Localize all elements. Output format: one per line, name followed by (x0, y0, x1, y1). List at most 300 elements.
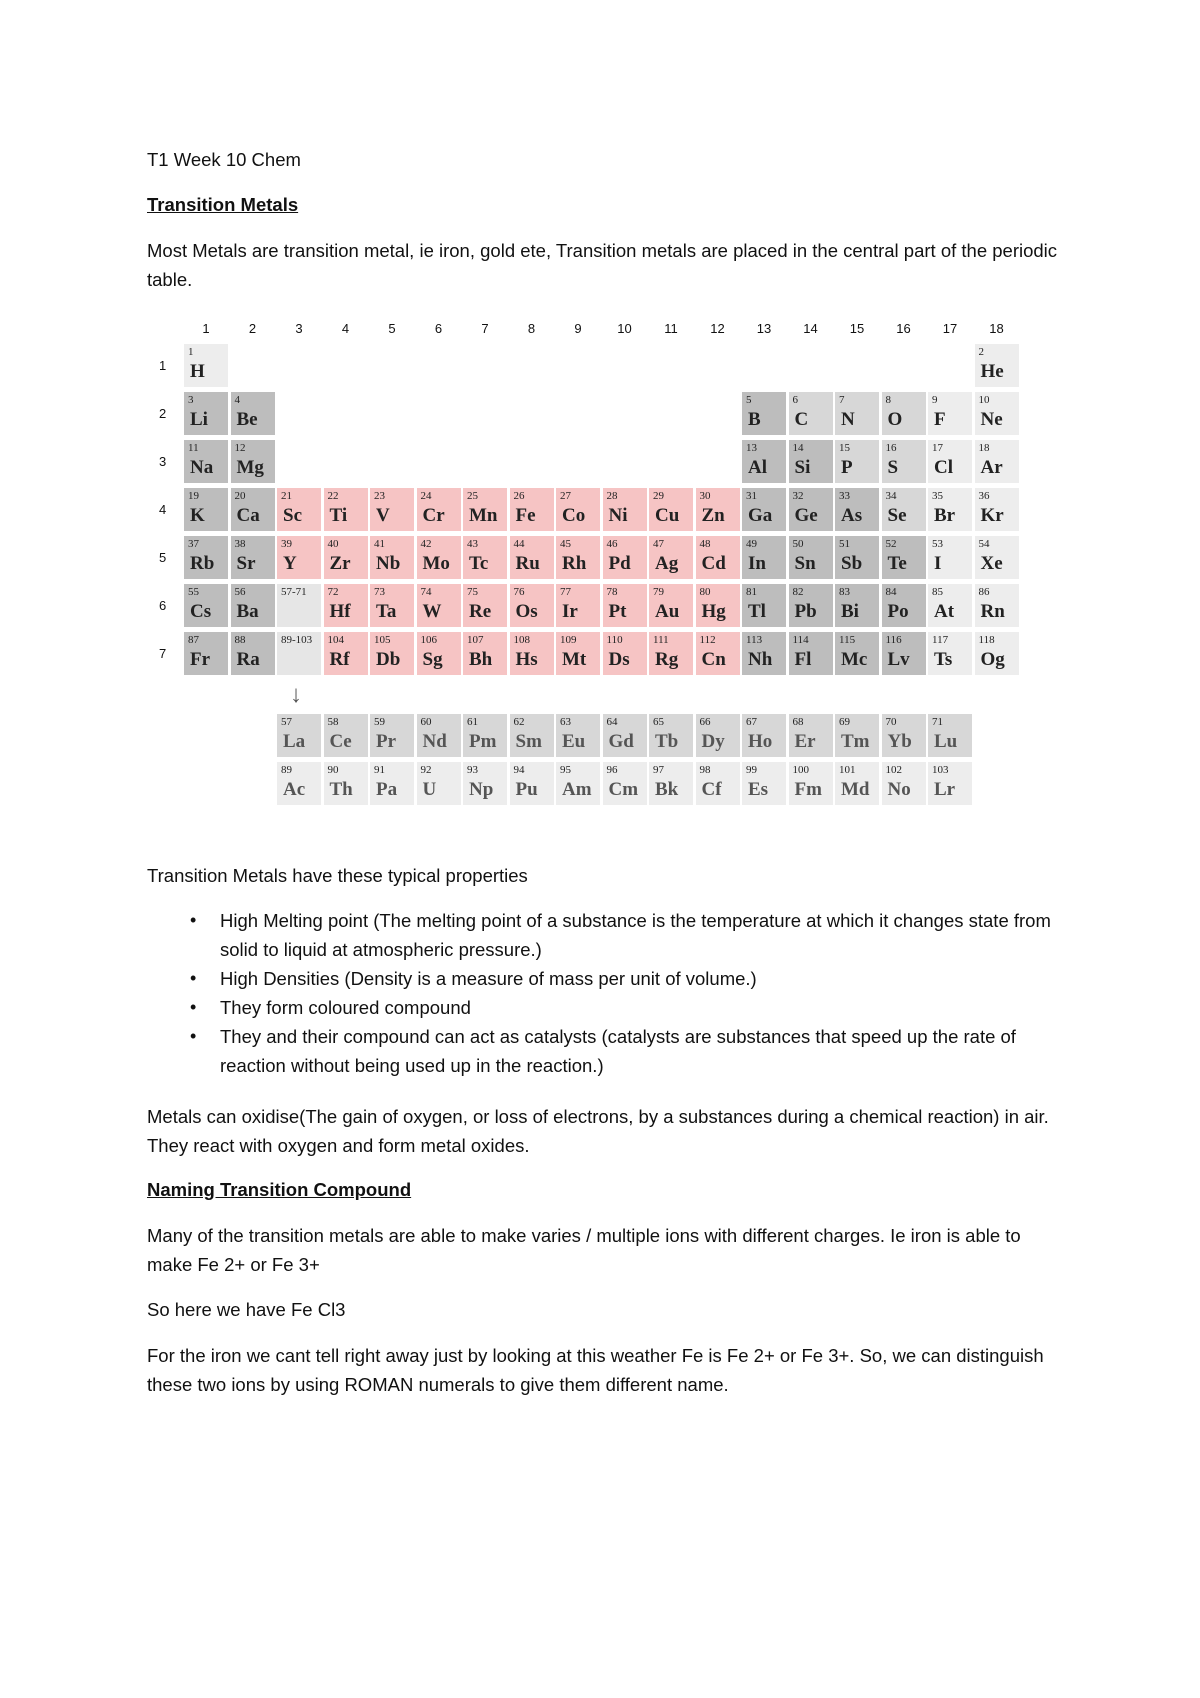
atomic-number: 103 (932, 764, 949, 776)
element-symbol: Yb (887, 731, 912, 752)
element-cell-pu (509, 761, 555, 806)
element-cell-ds (602, 631, 648, 676)
element-symbol: Ne (980, 409, 1003, 430)
group-header: 4 (341, 321, 350, 336)
element-cell-i (927, 535, 973, 580)
element-symbol: Md (841, 779, 870, 800)
period-header: 7 (159, 646, 167, 661)
atomic-number: 85 (932, 586, 943, 598)
element-symbol: Ba (236, 601, 259, 622)
atomic-number: 66 (699, 716, 711, 728)
element-cell-in (741, 535, 787, 580)
element-cell-tm (834, 713, 880, 758)
element-cell-u (416, 761, 462, 806)
element-symbol: H (190, 361, 205, 382)
element-cell-he (974, 343, 1020, 388)
element-cell-mt (555, 631, 601, 676)
element-symbol: Ra (236, 649, 260, 670)
element-symbol: Np (469, 779, 494, 800)
element-symbol: F (934, 409, 946, 430)
atomic-number: 43 (467, 538, 478, 550)
element-cell-fr (183, 631, 229, 676)
element-symbol: Fe (515, 505, 536, 526)
element-cell-ge (788, 487, 834, 532)
properties-intro: Transition Metals have these typical properties (147, 865, 528, 886)
element-symbol: Cf (701, 779, 722, 800)
atomic-number: 17 (932, 442, 943, 454)
element-symbol: B (748, 409, 761, 430)
bullet-icon: • (190, 997, 197, 1017)
group-header: 8 (527, 321, 536, 336)
doc-title: T1 Week 10 Chem (147, 149, 301, 170)
element-symbol: At (934, 601, 955, 622)
element-symbol: Br (934, 505, 956, 526)
element-cell-b (741, 391, 787, 436)
element-symbol: Mn (469, 505, 498, 526)
element-cell-pd (602, 535, 648, 580)
atomic-number: 34 (885, 490, 897, 502)
element-cell-mc (834, 631, 880, 676)
intro-paragraph: Most Metals are transition metal, ie iron, gold ete, Transition metals are placed in the central part of the periodic table. (147, 240, 1058, 290)
element-cell-no (881, 761, 927, 806)
atomic-number: 36 (978, 490, 990, 502)
element-cell-as (834, 487, 880, 532)
element-cell-ir (555, 583, 601, 628)
element-cell-sn (788, 535, 834, 580)
element-symbol: Cn (701, 649, 726, 670)
atomic-number: 72 (327, 586, 339, 598)
element-symbol: Fm (794, 779, 822, 800)
atomic-number: 101 (839, 764, 856, 776)
element-symbol: Bk (655, 779, 679, 800)
element-symbol: Rb (190, 553, 215, 574)
atomic-number: 22 (327, 490, 339, 502)
element-cell-yb (881, 713, 927, 758)
element-symbol: Cl (934, 457, 953, 478)
period-header: 5 (159, 550, 167, 565)
element-cell-th (323, 761, 369, 806)
element-cell-pr (369, 713, 415, 758)
atomic-number: 75 (467, 586, 478, 598)
element-cell-li (183, 391, 229, 436)
element-symbol: N (841, 409, 855, 430)
element-cell-ca (230, 487, 276, 532)
fecl-line: So here we have Fe Cl3 (147, 1299, 346, 1320)
element-symbol: U (422, 779, 437, 800)
atomic-number: 39 (281, 538, 292, 550)
atomic-number: 6 (792, 394, 798, 406)
atomic-number: 3 (188, 394, 194, 406)
element-cell-cl (927, 439, 973, 484)
group-header: 16 (896, 321, 911, 336)
element-symbol: He (980, 361, 1004, 382)
atomic-number: 63 (560, 716, 571, 728)
atomic-number: 93 (467, 764, 478, 776)
element-cell-89-103 (276, 631, 322, 676)
element-symbol: Am (562, 779, 592, 800)
period-header: 2 (159, 406, 167, 421)
atomic-number: 21 (281, 490, 292, 502)
element-symbol: Pr (376, 731, 397, 752)
element-cell-eu (555, 713, 601, 758)
element-cell-f (927, 391, 973, 436)
element-cell-c (788, 391, 834, 436)
element-symbol: Sb (841, 553, 863, 574)
down-arrow-icon: ↓ (290, 681, 302, 708)
list-item: • They and their compound can act as catalysts (catalysts are substances that speed up the rate of reaction without being used up in the reaction.) (147, 1022, 1067, 1080)
element-cell-po (881, 583, 927, 628)
element-symbol: Rg (655, 649, 679, 670)
atomic-number: 45 (560, 538, 571, 550)
element-symbol: Ds (608, 649, 630, 670)
group-header: 1 (202, 321, 210, 336)
element-cell-lr (927, 761, 973, 806)
element-symbol: Cm (608, 779, 639, 800)
element-cell-cs (183, 583, 229, 628)
atomic-number: 52 (885, 538, 897, 550)
atomic-number: 2 (978, 346, 984, 358)
group-header: 7 (481, 321, 489, 336)
atomic-number: 67 (746, 716, 757, 728)
atomic-number: 94 (513, 764, 525, 776)
element-cell-es (741, 761, 787, 806)
atomic-number: 51 (839, 538, 850, 550)
group-header: 6 (434, 321, 443, 336)
element-symbol: No (887, 779, 911, 800)
atomic-number: 89-103 (281, 634, 313, 646)
element-cell-al (741, 439, 787, 484)
element-cell-og (974, 631, 1020, 676)
element-cell-gd (602, 713, 648, 758)
element-cell-ti (323, 487, 369, 532)
atomic-number: 77 (560, 586, 571, 598)
atomic-number: 62 (513, 716, 525, 728)
atomic-number: 97 (653, 764, 664, 776)
atomic-number: 82 (792, 586, 804, 598)
atomic-number: 78 (606, 586, 618, 598)
element-symbol: Zn (701, 505, 725, 526)
element-symbol: Co (562, 505, 586, 526)
group-header: 2 (248, 321, 257, 336)
element-cell-sr (230, 535, 276, 580)
element-cell-sg (416, 631, 462, 676)
atomic-number: 7 (839, 394, 845, 406)
atomic-number: 112 (699, 634, 716, 646)
element-symbol: Rh (562, 553, 587, 574)
element-symbol: Si (794, 457, 811, 478)
atomic-number: 60 (420, 716, 432, 728)
element-symbol: Mc (841, 649, 868, 670)
atomic-number: 104 (327, 634, 344, 646)
element-cell-zn (695, 487, 741, 532)
atomic-number: 42 (420, 538, 432, 550)
atomic-number: 108 (513, 634, 530, 646)
element-cell-au (648, 583, 694, 628)
element-symbol: Au (655, 601, 680, 622)
element-symbol: C (794, 409, 809, 430)
element-cell-y (276, 535, 322, 580)
atomic-number: 27 (560, 490, 571, 502)
group-header: 15 (849, 321, 865, 336)
element-symbol: Re (469, 601, 492, 622)
atomic-number: 4 (234, 394, 240, 406)
atomic-number: 23 (374, 490, 385, 502)
element-cell-bk (648, 761, 694, 806)
atomic-number: 76 (513, 586, 525, 598)
atomic-number: 25 (467, 490, 478, 502)
element-cell-rf (323, 631, 369, 676)
iron-paragraph: For the iron we cant tell right away just by looking at this weather Fe is Fe 2+ or Fe 3+. So, we can distinguish these two ions by using ROMAN numerals to give them different name. (147, 1345, 1044, 1395)
element-symbol: Pt (608, 601, 627, 622)
element-cell-rn (974, 583, 1020, 628)
element-cell-w (416, 583, 462, 628)
element-cell-rh (555, 535, 601, 580)
element-symbol: Li (190, 409, 208, 430)
element-cell-n (834, 391, 880, 436)
element-cell-tl (741, 583, 787, 628)
element-cell-ra (230, 631, 276, 676)
atomic-number: 92 (420, 764, 432, 776)
element-cell-re (462, 583, 508, 628)
element-cell-ag (648, 535, 694, 580)
element-cell-v (369, 487, 415, 532)
atomic-number: 80 (699, 586, 711, 598)
atomic-number: 110 (606, 634, 623, 646)
atomic-number: 10 (978, 394, 990, 406)
element-cell-cf (695, 761, 741, 806)
element-symbol: Pd (608, 553, 631, 574)
element-cell-tc (462, 535, 508, 580)
element-symbol: Lu (934, 731, 958, 752)
element-cell-bh (462, 631, 508, 676)
atomic-number: 106 (420, 634, 437, 646)
atomic-number: 58 (327, 716, 339, 728)
group-header: 10 (617, 321, 632, 336)
atomic-number: 102 (885, 764, 902, 776)
atomic-number: 61 (467, 716, 478, 728)
element-symbol: Ts (934, 649, 953, 670)
atomic-number: 70 (885, 716, 897, 728)
element-symbol: Ca (236, 505, 260, 526)
atomic-number: 107 (467, 634, 484, 646)
atomic-number: 115 (839, 634, 856, 646)
element-symbol: Y (283, 553, 297, 574)
element-cell-br (927, 487, 973, 532)
group-header: 14 (803, 321, 818, 336)
atomic-number: 33 (839, 490, 850, 502)
atomic-number: 47 (653, 538, 664, 550)
period-header: 4 (159, 502, 167, 517)
element-symbol: Rn (980, 601, 1005, 622)
element-cell-zr (323, 535, 369, 580)
atomic-number: 68 (792, 716, 804, 728)
list-item: • High Melting point (The melting point of a substance is the temperature at which it changes state from solid to liquid at atmospheric pressure.) (147, 906, 1067, 964)
atomic-number: 87 (188, 634, 199, 646)
element-cell-ba (230, 583, 276, 628)
atomic-number: 49 (746, 538, 757, 550)
atomic-number: 105 (374, 634, 391, 646)
element-symbol: Lv (887, 649, 910, 670)
element-cell-se (881, 487, 927, 532)
element-symbol: K (190, 505, 205, 526)
atomic-number: 5 (746, 394, 752, 406)
oxidise-paragraph: Metals can oxidise(The gain of oxygen, or loss of electrons, by a substances during a chemical reaction) in air. They react with oxygen and form metal oxides. (147, 1106, 1049, 1156)
element-symbol: Mt (562, 649, 587, 670)
atomic-number: 24 (420, 490, 432, 502)
period-header: 3 (159, 454, 167, 469)
atomic-number: 28 (606, 490, 618, 502)
element-symbol: Te (887, 553, 907, 574)
atomic-number: 40 (327, 538, 339, 550)
element-cell-am (555, 761, 601, 806)
element-symbol: Hg (701, 601, 726, 622)
element-cell-cd (695, 535, 741, 580)
atomic-number: 79 (653, 586, 664, 598)
element-cell-57-71 (276, 583, 322, 628)
atomic-number: 84 (885, 586, 897, 598)
element-symbol: Tb (655, 731, 679, 752)
element-symbol: P (841, 457, 853, 478)
element-symbol: Fr (190, 649, 211, 670)
element-symbol: Pm (469, 731, 497, 752)
atomic-number: 71 (932, 716, 943, 728)
element-cell-ac (276, 761, 322, 806)
element-cell-os (509, 583, 555, 628)
element-cell-db (369, 631, 415, 676)
group-header: 11 (664, 321, 678, 336)
element-cell-hf (323, 583, 369, 628)
element-symbol: Zr (329, 553, 351, 574)
atomic-number: 109 (560, 634, 577, 646)
element-symbol: Ti (329, 505, 348, 526)
element-cell-ni (602, 487, 648, 532)
element-cell-h (183, 343, 229, 388)
element-cell-ga (741, 487, 787, 532)
element-symbol: Hs (515, 649, 538, 670)
element-cell-hg (695, 583, 741, 628)
element-symbol: In (748, 553, 766, 574)
group-header: 5 (388, 321, 396, 336)
atomic-number: 35 (932, 490, 943, 502)
atomic-number: 114 (792, 634, 809, 646)
element-symbol: Er (794, 731, 816, 752)
atomic-number: 65 (653, 716, 664, 728)
element-symbol: Al (748, 457, 767, 478)
element-cell-bi (834, 583, 880, 628)
atomic-number: 50 (792, 538, 804, 550)
atomic-number: 37 (188, 538, 199, 550)
atomic-number: 13 (746, 442, 757, 454)
atomic-number: 86 (978, 586, 990, 598)
element-cell-er (788, 713, 834, 758)
element-symbol: Cs (190, 601, 212, 622)
element-symbol: Ir (562, 601, 578, 622)
group-header: 17 (942, 321, 958, 336)
element-symbol: Fl (794, 649, 812, 670)
element-cell-ce (323, 713, 369, 758)
atomic-number: 88 (234, 634, 246, 646)
element-cell-p (834, 439, 880, 484)
atomic-number: 12 (234, 442, 246, 454)
element-cell-ru (509, 535, 555, 580)
element-symbol: Ho (748, 731, 773, 752)
element-symbol: S (887, 457, 899, 478)
element-symbol: Eu (562, 731, 586, 752)
element-symbol: O (887, 409, 903, 430)
element-cell-cu (648, 487, 694, 532)
atomic-number: 57-71 (281, 586, 307, 598)
element-symbol: Cr (422, 505, 445, 526)
element-cell-ta (369, 583, 415, 628)
element-symbol: Ni (608, 505, 628, 526)
element-cell-mg (230, 439, 276, 484)
element-symbol: Es (748, 779, 769, 800)
element-cell-dy (695, 713, 741, 758)
element-cell-pa (369, 761, 415, 806)
element-symbol: Tc (469, 553, 489, 574)
atomic-number: 89 (281, 764, 292, 776)
atomic-number: 90 (327, 764, 339, 776)
atomic-number: 29 (653, 490, 664, 502)
element-symbol: Se (887, 505, 907, 526)
element-symbol: Po (887, 601, 909, 622)
element-symbol: Bh (469, 649, 493, 670)
period-header: 1 (159, 358, 167, 373)
atomic-number: 57 (281, 716, 292, 728)
element-cell-ho (741, 713, 787, 758)
element-symbol: Bi (841, 601, 859, 622)
element-cell-fl (788, 631, 834, 676)
element-symbol: Os (515, 601, 538, 622)
atomic-number: 59 (374, 716, 385, 728)
element-cell-nb (369, 535, 415, 580)
element-symbol: Rf (329, 649, 350, 670)
atomic-number: 117 (932, 634, 949, 646)
element-symbol: V (376, 505, 390, 526)
atomic-number: 32 (792, 490, 804, 502)
element-cell-hs (509, 631, 555, 676)
element-cell-xe (974, 535, 1020, 580)
element-symbol: I (934, 553, 942, 574)
element-symbol: Cd (701, 553, 726, 574)
element-cell-fe (509, 487, 555, 532)
element-cell-mn (462, 487, 508, 532)
element-cell-sb (834, 535, 880, 580)
atomic-number: 26 (513, 490, 525, 502)
element-cell-pb (788, 583, 834, 628)
element-symbol: Kr (980, 505, 1004, 526)
element-cell-la (276, 713, 322, 758)
atomic-number: 18 (978, 442, 990, 454)
element-symbol: Ac (283, 779, 306, 800)
element-cell-co (555, 487, 601, 532)
heading-transition-metals: Transition Metals (147, 194, 299, 215)
atomic-number: 38 (234, 538, 246, 550)
atomic-number: 48 (699, 538, 711, 550)
element-symbol: Db (376, 649, 401, 670)
element-cell-rb (183, 535, 229, 580)
atomic-number: 55 (188, 586, 199, 598)
list-item: • They form coloured compound (147, 993, 1067, 1022)
element-cell-nh (741, 631, 787, 676)
element-symbol: Sc (283, 505, 302, 526)
atomic-number: 83 (839, 586, 850, 598)
atomic-number: 16 (885, 442, 897, 454)
element-symbol: Tl (748, 601, 766, 622)
element-cell-rg (648, 631, 694, 676)
atomic-number: 69 (839, 716, 850, 728)
element-cell-cm (602, 761, 648, 806)
